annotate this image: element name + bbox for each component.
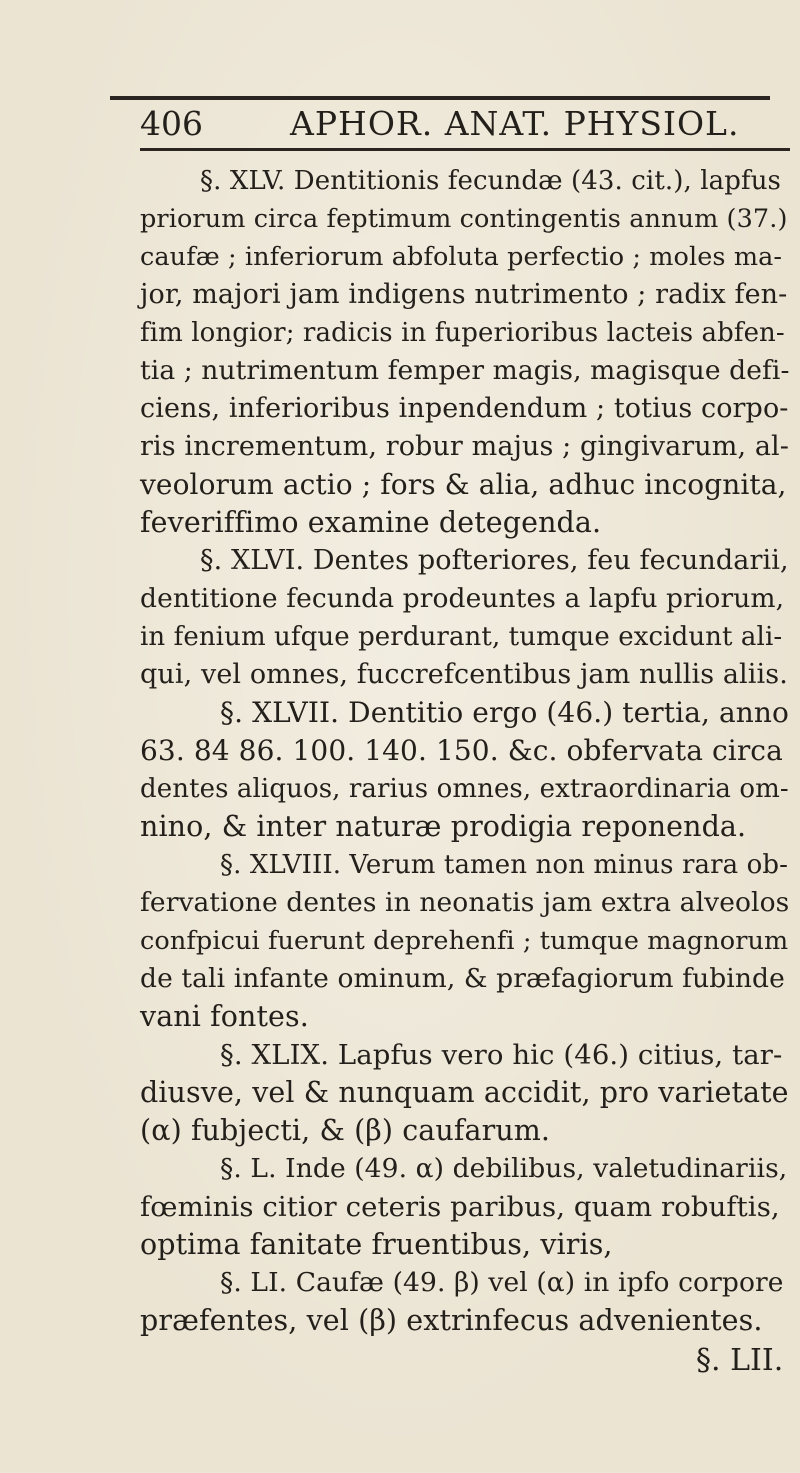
text-line: præfentes, vel (β) extrinfecus advenientes. xyxy=(140,1304,763,1337)
text-line: vani fontes. xyxy=(140,1000,309,1033)
text-line: dentitione fecunda prodeuntes a lapfu priorum, xyxy=(140,583,785,614)
text-line: diusve, vel & nunquam accidit, pro varietate xyxy=(140,1076,789,1109)
text-line: confpicui fuerunt deprehenfi ; tumque magnorum xyxy=(140,926,789,956)
paragraph-xlvii-start: §. XLVII. Dentitio ergo (46.) tertia, anno xyxy=(220,696,790,729)
page-number: 406 xyxy=(140,104,203,143)
paragraph-xlviii-start: §. XLVIII. Verum tamen non minus rara ob- xyxy=(220,850,788,880)
text-line: nino, & inter naturæ prodigia reponenda. xyxy=(140,810,747,843)
text-line: fervatione dentes in neonatis jam extra alveolos xyxy=(140,887,790,918)
text-line: de tali infante ominum, & præfagiorum fubinde xyxy=(140,963,785,994)
running-head: APHOR. ANAT. PHYSIOL. xyxy=(290,104,740,143)
text-line: 63. 84 86. 100. 140. 150. &c. obfervata circa xyxy=(140,734,783,767)
paragraph-l-start: §. L. Inde (49. α) debilibus, valetudinariis, xyxy=(220,1153,788,1184)
text-line: priorum circa feptimum contingentis annum (37.) xyxy=(140,204,788,234)
text-line: (α) fubjecti, & (β) caufarum. xyxy=(140,1114,551,1147)
text-line: caufæ ; inferiorum abfoluta perfectio ; moles ma- xyxy=(140,242,783,272)
paragraph-xlvi-start: §. XLVI. Dentes pofteriores, feu fecundarii, xyxy=(200,545,789,576)
text-line: qui, vel omnes, fuccrefcentibus jam nullis aliis. xyxy=(140,659,788,690)
paragraph-li-start: §. LI. Caufæ (49. β) vel (α) in ipfo corpore xyxy=(220,1267,784,1298)
text-line: feveriffimo examine detegenda. xyxy=(140,506,602,539)
text-line: in fenium ufque perdurant, tumque excidunt ali- xyxy=(140,622,783,652)
text-line: fim longior; radicis in fuperioribus lacteis abfen- xyxy=(140,318,785,348)
catchword: §. LII. xyxy=(696,1343,784,1378)
text-line: dentes aliquos, rarius omnes, extraordinaria om- xyxy=(140,774,789,804)
text-line: jor, majori jam indigens nutrimento ; radix fen- xyxy=(140,279,788,310)
header-rule-bottom xyxy=(140,148,790,151)
body-text xyxy=(140,162,790,1340)
text-line: veolorum actio ; fors & alia, adhuc incognita, xyxy=(140,468,787,501)
text-line: ciens, inferioribus inpendendum ; totius corpo- xyxy=(140,393,789,424)
paragraph-xlv-start: §. XLV. Dentitionis fecundæ (43. cit.), lapfus xyxy=(200,166,782,196)
page-header xyxy=(140,100,780,148)
text-line: fœminis citior ceteris paribus, quam robuftis, xyxy=(140,1191,780,1223)
text-line: optima fanitate fruentibus, viris, xyxy=(140,1228,613,1261)
text-line: tia ; nutrimentum femper magis, magisque defi- xyxy=(140,355,790,386)
paragraph-xlix-start: §. XLIX. Lapfus vero hic (46.) citius, tar- xyxy=(220,1039,783,1071)
text-line: ris incrementum, robur majus ; gingivarum, al- xyxy=(140,431,789,462)
